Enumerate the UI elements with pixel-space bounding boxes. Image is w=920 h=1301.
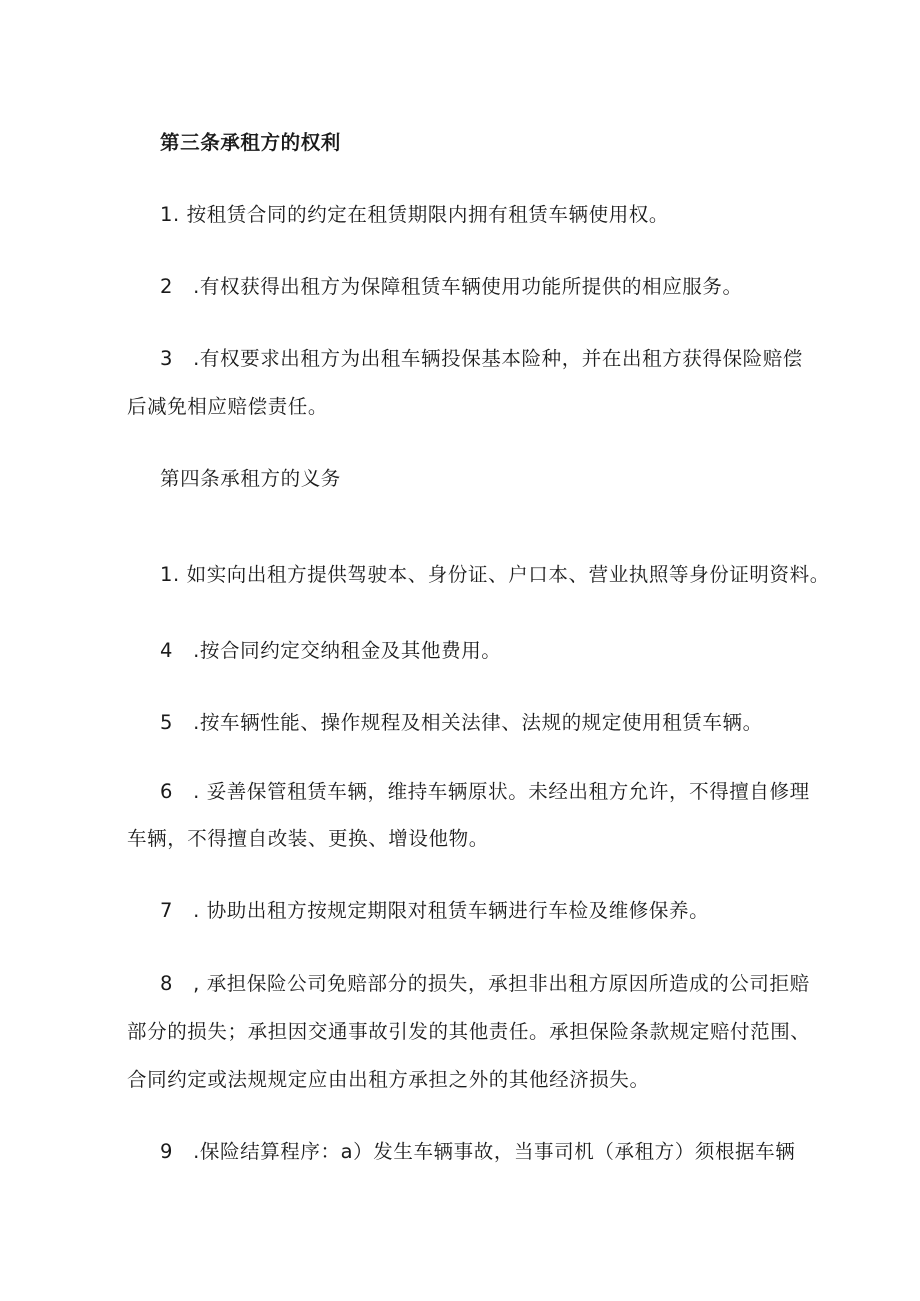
article-4-item-4: 4 .按合同约定交纳租金及其他费用。 [160, 639, 502, 662]
article-4-item-8-line-3: 合同约定或法规规定应由出租方承担之外的其他经济损失。 [127, 1068, 650, 1091]
article-3-item-3-line-2: 后减免相应赔偿责任。 [127, 395, 329, 418]
article-4-item-1: 1. 如实向出租方提供驾驶本、身份证、户口本、营业执照等身份证明资料。 [160, 563, 830, 586]
article-3-item-1: 1. 按租赁合同的约定在租赁期限内拥有租赁车辆使用权。 [160, 203, 670, 226]
article-4-item-5: 5 .按车辆性能、操作规程及相关法律、法规的规定使用租赁车辆。 [160, 711, 763, 734]
article-3-item-2: 2 .有权获得出租方为保障租赁车辆使用功能所提供的相应服务。 [160, 275, 743, 298]
article-4-item-8-line-1: 8 , 承担保险公司免赔部分的损失，承担非出租方原因所造成的公司拒赔 [160, 972, 810, 995]
article-4-heading: 第四条承租方的义务 [160, 467, 341, 490]
article-3-heading: 第三条承租方的权利 [160, 131, 341, 154]
article-4-item-7: 7 . 协助出租方按规定期限对租赁车辆进行车检及维修保养。 [160, 899, 710, 922]
article-4-item-6-line-2: 车辆，不得擅自改装、更换、增设他物。 [127, 827, 489, 850]
article-3-item-3-line-1: 3 .有权要求出租方为出租车辆投保基本险种，并在出租方获得保险赔偿 [160, 347, 803, 370]
article-4-item-9-line-1: 9 .保险结算程序：a）发生车辆事故，当事司机（承租方）须根据车辆 [160, 1140, 796, 1163]
article-4-item-8-line-2: 部分的损失；承担因交通事故引发的其他责任。承担保险条款规定赔付范围、 [127, 1020, 811, 1043]
article-4-item-6-line-1: 6 . 妥善保管租赁车辆，维持车辆原状。未经出租方允许，不得擅自修理 [160, 780, 810, 803]
